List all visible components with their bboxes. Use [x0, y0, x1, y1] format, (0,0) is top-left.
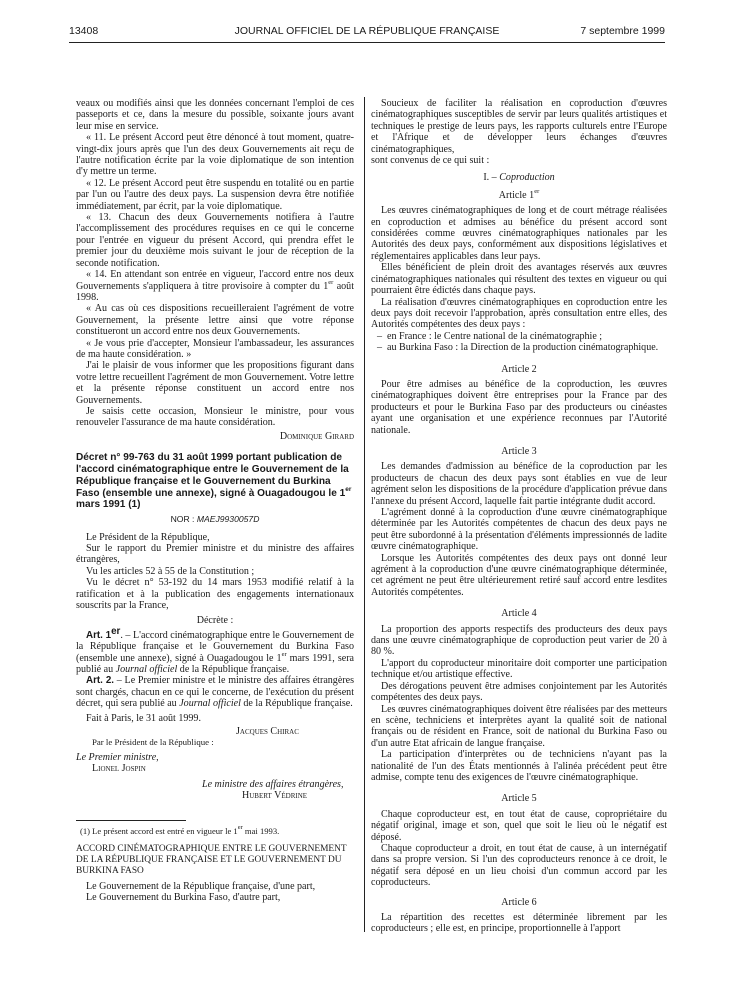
article-heading: Article 1er [498, 187, 540, 201]
column-divider [364, 97, 365, 932]
article-heading: Article 5 [501, 793, 537, 805]
paragraph: « 11. Le présent Accord peut être dénoncé à tout moment, quatre-vingt-dix jours après que l'un des deux Gouvernements ait reçu de l'autre notification écrite par la voie diplomatique de son intention d'y mettre un terme. [76, 132, 354, 178]
paragraph: La proportion des apports respectifs des producteurs des deux pays dans une œuvre cinématographique de coproduction peut varier de 20 à 80 %. [371, 623, 667, 658]
right-column [371, 98, 667, 935]
paragraph: Des dérogations peuvent être admises conjointement par les Autorités compétentes des deux pays. [371, 680, 667, 704]
paragraph: Chaque coproducteur a droit, en tout état de cause, à un internégatif dans sa propre version. Si l'un des coproducteurs renonce à ce droit, le négatif sera déposé en un lieu choisi d'un commun accord par les coproducteurs. [371, 842, 667, 889]
paragraph: Les œuvres cinématographiques doivent être réalisées par des metteurs en scène, techniciens et interprètes ayant la qualité soit de national français ou de résident en France, soit de national du Burkina Faso ou d'un autre Etat africain de langue française. [371, 703, 667, 749]
paragraph: veaux ou modifiés ainsi que les données concernant l'emploi de ces passeports et ce, dans la mesure du possible, soixante jours avant leur mise en service. [76, 98, 354, 132]
paragraph: La répartition des recettes est déterminée librement par les coproducteurs ; elle est, en principe, proportionnelle à l'apport [371, 912, 667, 935]
paragraph: Le Gouvernement de la République française, d'une part, [86, 880, 316, 892]
decrete-heading: Décrète : [196, 615, 234, 627]
signature-chirac: Jacques Chirac [236, 726, 299, 738]
paragraph: Vu les articles 52 à 55 de la Constitution ; [86, 565, 255, 577]
footnote: (1) Le présent accord est entré en vigueur le 1er mai 1993. [80, 823, 280, 836]
paragraph: Chaque coproducteur est, en tout état de cause, copropriétaire du négatif original, image et son, quel que soit le lieu où le négatif est déposé. [371, 808, 667, 843]
footnote-rule [76, 820, 186, 821]
section-heading: I. – Coproduction [483, 172, 555, 184]
paragraph: La réalisation d'œuvres cinématographiques en coproduction entre les deux pays doit recevoir l'approbation, après consultation entre elles, des Autorités compétentes des deux pays : [371, 296, 667, 331]
page-number: 13408 [69, 25, 99, 37]
paragraph: Lorsque les Autorités compétentes des deux pays ont donné leur agrément à la coproduction d'une œuvre cinématographique déterminée, cet agrément ne peut être ultérieurement retiré sauf accord entre lesdites Autorités compétentes. [371, 552, 667, 598]
pm-name: Lionel Jospin [92, 763, 146, 775]
journal-title: JOURNAL OFFICIEL DE LA RÉPUBLIQUE FRANÇAISE [234, 25, 500, 37]
paragraph: Soucieux de faciliter la réalisation en coproduction d'œuvres cinématographiques susceptibles de servir par leurs qualités artistiques et techniques le prestige de leurs pays, les rapports culturels entre l'Europe et l'Afrique et de développer leurs échanges d'œuvres cinématographiques, [371, 98, 667, 155]
article-2: Art. 2. – Le Premier ministre et le ministre des affaires étrangères sont chargés, chacun en ce qui le concerne, de l'exécution du présent décret, qui sera publié au Journal officiel de la République française. [76, 675, 355, 710]
paragraph: « Au cas où ces dispositions recueilleraient l'agrément de votre Gouvernement, la présente lettre ainsi que votre réponse constitueront un accord entre nos deux Gouvernements. [76, 303, 354, 338]
header-rule [69, 42, 665, 43]
mae-name: Hubert Védrine [242, 790, 308, 802]
accord-title: ACCORD CINÉMATOGRAPHIQUE ENTRE LE GOUVERNEMENT DE LA RÉPUBLIQUE FRANÇAISE ET LE GOUVERNEMENT DU BURKINA FASO [76, 843, 347, 876]
paragraph: Le Président de la République, [86, 531, 210, 543]
article-heading: Article 3 [501, 445, 537, 457]
article-heading: Article 2 [501, 363, 537, 375]
article-1: Art. 1er. – L'accord cinématographique entre le Gouvernement de la République française et le Gouvernement du Burkina Faso (ensemble une annexe), signé à Ouagadougou le 1er mars 1991, sera publié au Journal officiel de la République française. [76, 625, 354, 676]
issue-date: 7 septembre 1999 [580, 25, 665, 37]
paragraph: Vu le décret n° 53-192 du 14 mars 1953 modifié relatif à la ratification et à la publication des engagements internationaux souscrits par la France, [76, 577, 354, 612]
list-item: – en France : le Centre national de la cinématographie ; [377, 330, 603, 342]
pm-title: Le Premier ministre, [76, 751, 159, 763]
paragraph: Les demandes d'admission au bénéfice de la coproduction par les producteurs de chacun des deux pays sont établies en vue de leur agrément selon les dispositions de la procédure d'application prévue dans l'annexe du présent Accord, laquelle fait partie intégrante dudit accord. [371, 461, 667, 507]
paragraph: La participation d'interprètes ou de techniciens n'ayant pas la nationalité de l'un des États mentionnés à l'alinéa précédent peut être admise, compte tenu des exigences de l'œuvre cinématographique. [371, 749, 667, 783]
paragraph: Les œuvres cinématographiques de long et de court métrage réalisées en coproduction et admises au bénéfice du présent accord sont considérées comme œuvres cinématographiques nationales par les Autorités des deux pays, conformément aux dispositions législatives et réglementaires applicables dans leur pays. [371, 205, 667, 262]
paragraph: « 12. Le présent Accord peut être suspendu en totalité ou en partie par l'un ou l'autre des deux pays. La suspension devra être notifiée immédiatement, par écrit, par la voie diplomatique. [76, 177, 354, 212]
paragraph: « Je vous prie d'accepter, Monsieur l'ambassadeur, les assurances de ma haute considération. » [76, 337, 354, 360]
list-item: – au Burkina Faso : la Direction de la production cinématographique. [377, 342, 659, 354]
par-president: Par le Président de la République : [92, 737, 214, 748]
paragraph: « 14. En attendant son entrée en vigueur, l'accord entre nos deux Gouvernements s'appliquera à titre provisoire à compter du 1er août 1998. [76, 269, 354, 303]
paragraph: « 13. Chacun des deux Gouvernements notifiera à l'autre l'accomplissement des procédures requises en ce qui le concerne pour l'entrée en vigueur du présent Accord, qui prendra effet le premier jour du deuxième mois suivant le jour de réception de la seconde notification. [76, 212, 354, 269]
article-heading: Article 4 [501, 608, 537, 620]
nor-reference: NOR : MAEJ9930057D [170, 514, 260, 525]
paragraph: sont convenus de ce qui suit : [371, 155, 490, 167]
paragraph: Le Gouvernement du Burkina Faso, d'autre part, [86, 891, 281, 903]
left-column [76, 98, 354, 903]
paragraph: Elles bénéficient de plein droit des avantages réservés aux œuvres cinématographiques nationales qui résultent des textes en vigueur ou qui pourraient être édictés dans chaque pays. [371, 262, 667, 297]
decree-title: Décret n° 99-763 du 31 août 1999 portant publication de l'accord cinématographique entre le Gouvernement de la République française et le Gouvernement du Burkina Faso (ensemble une annexe), signé à Ouagadougou le 1er mars 1991 (1) [76, 452, 352, 511]
article-heading: Article 6 [501, 896, 537, 908]
paragraph: J'ai le plaisir de vous informer que les propositions figurant dans votre lettre recueillent l'agrément de mon Gouvernement. Votre lettre et la présente réponse constituent un accord entre nos Gouvernements. [76, 360, 354, 406]
paragraph: Pour être admises au bénéfice de la coproduction, les œuvres cinématographiques doivent être entreprises pour la France par des producteurs et pour le Burkina Faso par des producteurs ou cinéastes ayant une organisation et une expérience reconnues par l'Autorité nationale. [371, 378, 667, 436]
paragraph: Sur le rapport du Premier ministre et du ministre des affaires étrangères, [76, 542, 354, 566]
page-header [69, 25, 665, 41]
place-date: Fait à Paris, le 31 août 1999. [86, 712, 201, 724]
paragraph: L'agrément donné à la coproduction d'une œuvre cinématographique déterminée par les Autorités compétentes de chacun des deux pays ne peut être subordonné à la présentation d'éléments impressionnés de ladite œuvre cinématographique. [371, 507, 667, 553]
paragraph: Je saisis cette occasion, Monsieur le ministre, pour vous renouveler l'assurance de ma haute considération. [76, 405, 354, 429]
signature-girard: Dominique Girard [279, 430, 354, 442]
mae-title: Le ministre des affaires étrangères, [202, 778, 344, 790]
paragraph: L'apport du coproducteur minoritaire doit comporter une participation technique et/ou artistique effective. [371, 657, 667, 681]
